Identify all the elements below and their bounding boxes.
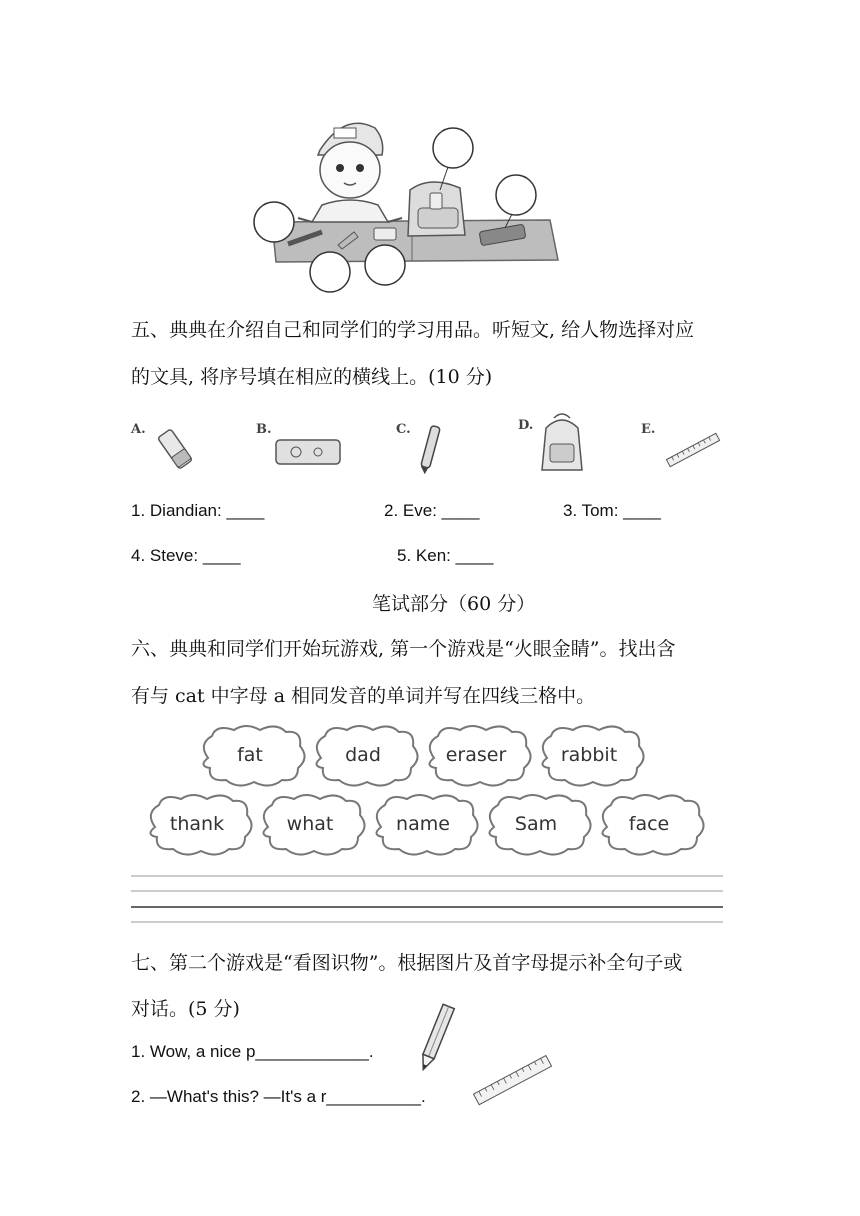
word-cloud — [316, 726, 417, 786]
section7-instruction-line2: 对话。(5 分) — [131, 998, 240, 1020]
answer-circle[interactable] — [496, 175, 536, 215]
option-letter: C. — [396, 422, 411, 437]
item-steve: 4. Steve: ____ — [131, 546, 241, 565]
svg-text:eraser: eraser — [445, 744, 507, 766]
option-letter: A. — [131, 422, 146, 437]
svg-text:what: what — [286, 813, 334, 835]
item-ken: 5. Ken: ____ — [397, 546, 494, 565]
svg-text:fat: fat — [237, 744, 263, 766]
answer-circle[interactable] — [365, 245, 405, 285]
option-c — [396, 418, 476, 478]
backpack-drawing — [408, 182, 465, 236]
section5-instruction-line1: 五、典典在介绍自己和同学们的学习用品。听短文, 给人物选择对应 — [131, 319, 695, 341]
section7-instruction-line1: 七、第二个游戏是“看图识物”。根据图片及首字母提示补全句子或 — [131, 952, 683, 974]
section6-instruction-line1: 六、典典和同学们开始玩游戏, 第一个游戏是“火眼金睛”。找出含 — [131, 638, 676, 660]
svg-text:name: name — [396, 813, 450, 835]
item-pencil-sentence: 1. Wow, a nice p____________. — [131, 1042, 374, 1061]
ruler-icon — [663, 430, 723, 470]
word-cloud — [263, 795, 364, 855]
option-a — [131, 418, 211, 478]
word-cloud — [150, 795, 251, 855]
word-cloud — [203, 726, 304, 786]
option-d — [518, 410, 598, 480]
word-cloud — [429, 726, 530, 786]
word-cloud — [376, 795, 477, 855]
option-letter: D. — [518, 418, 534, 433]
answer-circle[interactable] — [433, 128, 473, 168]
option-letter: E. — [641, 422, 656, 437]
pencil-icon — [415, 1000, 457, 1076]
svg-text:Sam: Sam — [514, 813, 558, 835]
section6-instruction-line2: 有与 cat 中字母 a 相同发音的单词并写在四线三格中。 — [131, 685, 596, 707]
pencil-box-icon — [274, 436, 344, 470]
word-clouds — [140, 720, 720, 860]
word-cloud — [542, 726, 643, 786]
option-b — [256, 418, 356, 478]
word-cloud — [602, 795, 703, 855]
item-diandian: 1. Diandian: ____ — [131, 501, 265, 520]
written-part-title: 笔试部分（60 分） — [372, 593, 536, 615]
svg-text:thank: thank — [169, 813, 225, 835]
eraser-icon — [151, 424, 201, 474]
item-eve: 2. Eve: ____ — [384, 501, 480, 520]
backpack-icon — [536, 410, 588, 476]
section5-instruction-line2: 的文具, 将序号填在相应的横线上。(10 分) — [131, 366, 493, 388]
four-line-grid[interactable] — [131, 872, 723, 928]
boy-figure — [298, 123, 402, 222]
svg-text:face: face — [628, 813, 670, 835]
word-cloud — [489, 795, 590, 855]
option-letter: B. — [256, 422, 272, 437]
item-tom: 3. Tom: ____ — [563, 501, 661, 520]
eraser-drawing — [374, 228, 396, 240]
pen-icon — [416, 422, 446, 476]
answer-circle[interactable] — [254, 202, 294, 242]
option-e — [641, 418, 731, 478]
answer-circle[interactable] — [310, 252, 350, 292]
top-illustration — [250, 110, 570, 300]
ruler-icon-small — [468, 1050, 558, 1112]
item-ruler-dialogue: 2. —What's this? —It's a r__________. — [131, 1087, 426, 1106]
svg-text:dad: dad — [345, 744, 381, 766]
svg-text:rabbit: rabbit — [560, 744, 618, 766]
